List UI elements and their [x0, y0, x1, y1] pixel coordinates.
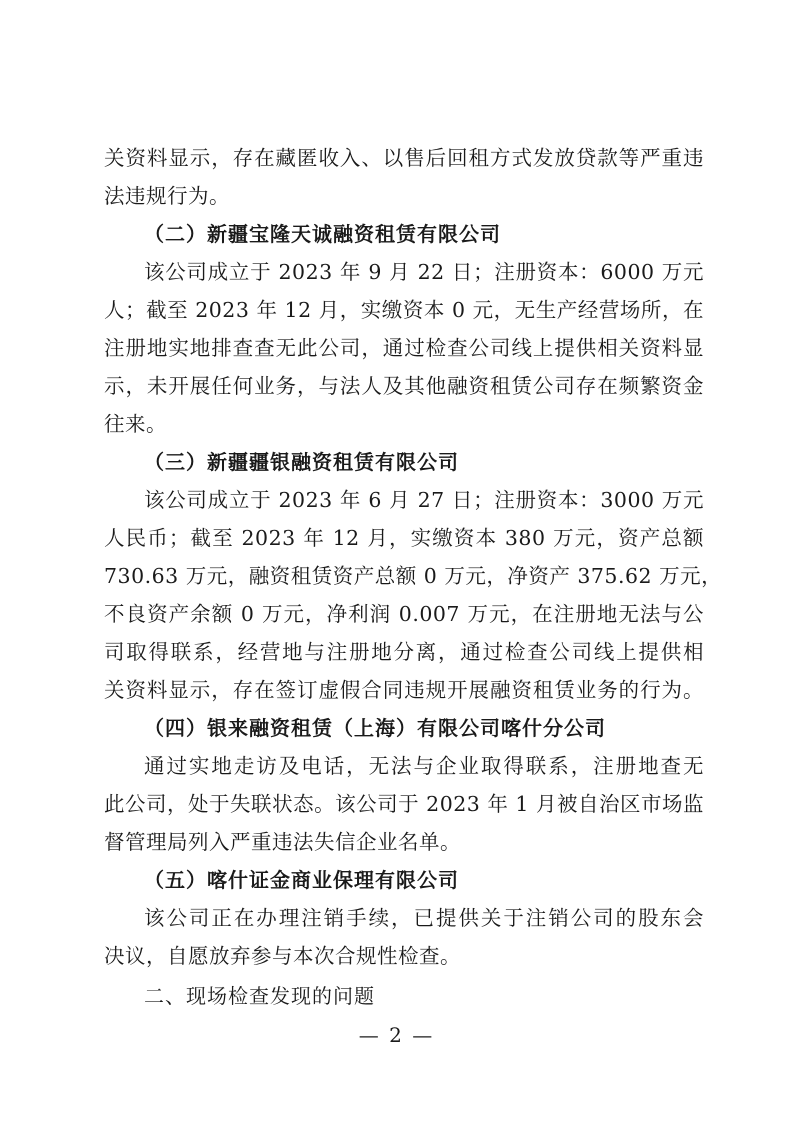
body-text-line: 司取得联系，经营地与注册地分离，通过检查公司线上提供相	[104, 640, 704, 664]
chapter-heading-problems: 二、现场检查发现的问题	[144, 984, 375, 1008]
body-text-line: 注册地实地排查查无此公司，通过检查公司线上提供相关资料显	[104, 336, 704, 360]
body-text-line: 法违规行为。	[104, 184, 230, 208]
body-text-line: 人；截至 2023 年 12 月，实缴资本 0 元，无生产经营场所，在	[104, 298, 704, 322]
body-text-line: 示，未开展任何业务，与法人及其他融资租赁公司存在频繁资金	[104, 374, 704, 398]
body-text-line: 730.63 万元，融资租赁资产总额 0 万元，净资产 375.62 万元，	[104, 564, 723, 588]
section-heading-2: （二）新疆宝隆天诚融资租赁有限公司	[144, 222, 501, 246]
section-heading-4: （四）银来融资租赁（上海）有限公司喀什分公司	[144, 716, 606, 740]
body-text-line: 督管理局列入严重违法失信企业名单。	[104, 830, 461, 854]
section-heading-5: （五）喀什证金商业保理有限公司	[144, 868, 459, 892]
body-text-line: 决议，自愿放弃参与本次合规性检查。	[104, 944, 461, 968]
body-text-line: 该公司成立于 2023 年 6 月 27 日；注册资本：3000 万元	[144, 488, 704, 512]
body-text-line: 通过实地走访及电话，无法与企业取得联系，注册地查无	[144, 754, 704, 778]
body-text-line: 往来。	[104, 412, 167, 436]
section-heading-3: （三）新疆疆银融资租赁有限公司	[144, 450, 459, 474]
body-text-line: 关资料显示，存在藏匿收入、以售后回租方式发放贷款等严重违	[104, 146, 704, 170]
body-text-line: 该公司正在办理注销手续，已提供关于注销公司的股东会	[144, 906, 704, 930]
body-text-line: 此公司，处于失联状态。该公司于 2023 年 1 月被自治区市场监	[104, 792, 704, 816]
body-text-line: 关资料显示，存在签订虚假合同违规开展融资租赁业务的行为。	[104, 678, 704, 702]
page-number: — 2 —	[358, 1023, 435, 1047]
body-text-line: 人民币；截至 2023 年 12 月，实缴资本 380 万元，资产总额	[104, 526, 704, 550]
body-text-line: 该公司成立于 2023 年 9 月 22 日；注册资本：6000 万元	[144, 260, 704, 284]
body-text-line: 不良资产余额 0 万元，净利润 0.007 万元，在注册地无法与公	[104, 602, 704, 626]
